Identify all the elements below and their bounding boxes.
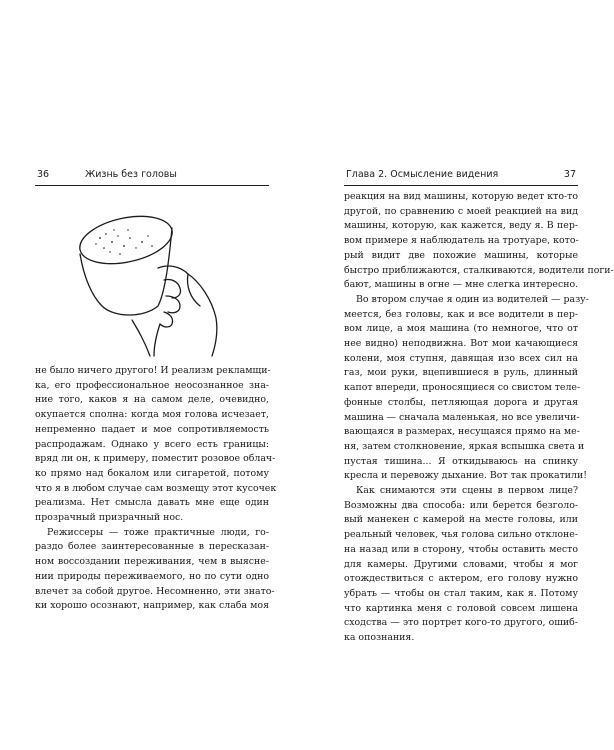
left-page-number: 36: [37, 169, 50, 180]
hand-holding-glass-icon: [40, 208, 230, 358]
text-line: вающаяся в размерах, несущаяся прямо на ме-: [344, 426, 580, 438]
text-line: машина — сначала маленькая, но все увеличи-: [344, 411, 580, 423]
text-line: раздо более заинтересованные в пересказан-: [35, 541, 269, 553]
text-line: реальный человек, чья голова сильно отклоне-: [344, 529, 579, 541]
text-line: кресла и перевожу дыхание. Вот так прокатили!: [344, 470, 587, 482]
text-line: Возможны два способа: или берется безголо-: [344, 499, 578, 511]
text-line: Как снимаются эти сцены в первом лице?: [356, 485, 578, 497]
text-line: убрать — чтобы он стал таким, как я. Потому: [344, 587, 578, 599]
text-line: меется, без головы, как и все водители в пер-: [344, 308, 578, 320]
text-line: ня, затем столкновение, яркая вспышка света и: [344, 440, 585, 452]
text-line: вом лице, а моя машина (то немногое, что от: [344, 323, 578, 335]
right-page-number: 37: [563, 169, 576, 180]
text-line: сходства — это портрет кого-то другого, ошиб-: [344, 617, 578, 629]
text-line: нее видно) неподвижна. Вот мои качающиеся: [344, 338, 578, 350]
text-line: отождествиться с актером, его голову нужно: [344, 573, 578, 585]
text-line: нии природы переживаемого, но по сути одно: [35, 570, 269, 582]
text-line: машины, которую, как кажется, веду я. В пер-: [344, 220, 578, 232]
text-line: фонные столбы, петляющая дорога и другая: [344, 396, 578, 408]
text-line: другой, по сравнению с моей реакцией на вид: [344, 205, 578, 217]
left-page-header: [35, 168, 269, 186]
text-line: быстро приближаются, сталкиваются, водители поги-: [344, 264, 614, 276]
text-line: на назад или в сторону, чтобы оставить место: [344, 543, 578, 555]
text-line: ко прямо над бокалом или сигаретой, потому: [35, 467, 269, 479]
text-line: газ, мои руки, вцепившиеся в руль, длинный: [344, 367, 578, 379]
text-line: что я в любом случае сам возмещу этот кусочек: [35, 482, 277, 494]
text-line: вряд ли он, к примеру, поместит розовое облач-: [35, 453, 276, 465]
text-line: капот впереди, проносящиеся со свистом теле-: [344, 382, 581, 394]
text-line: реализма. Нет смысла давать мне еще один: [35, 497, 269, 509]
text-line: окупается сполна: когда моя голова исчезает,: [35, 409, 269, 421]
text-line: бают, машины в огне — мне слегка интересно.: [344, 279, 579, 291]
text-line: ние того, каков я на самом деле, очевидно,: [35, 394, 269, 406]
right-page-header: [344, 168, 578, 186]
text-line: для камеры. Другими словами, чтобы я мог: [344, 558, 578, 570]
text-line: колени, моя ступня, давящая изо всех сил на: [344, 352, 578, 364]
left-page: [35, 168, 269, 186]
text-line: ном воссоздании переживания, чем в выясне-: [35, 556, 269, 568]
text-line: пустая тишина... Я откидываюсь на спинку: [344, 455, 578, 467]
text-line: реакция на вид машины, которую ведет кто-то: [344, 191, 578, 202]
text-line: влечет за собой другое. Несомненно, эти знато-: [35, 585, 275, 597]
left-running-title: Жизнь без головы: [85, 169, 177, 180]
right-page-text: [344, 190, 614, 646]
text-line: распродажам. Однако у всего есть границы:: [35, 438, 269, 450]
text-line: Во втором случае я один из водителей — разу-: [356, 293, 589, 305]
right-running-title: Глава 2. Осмысление видения: [346, 169, 499, 180]
text-line: ка, его профессиональное неосознанное зна-: [35, 379, 269, 391]
text-line: ка опознания.: [344, 632, 415, 644]
text-line: не было ничего другого! И реализм рекламщи-: [35, 365, 271, 376]
text-line: ки хорошо осознают, например, как слаба моя: [35, 600, 269, 612]
text-line: что картинка меня с головой совсем лишена: [344, 602, 578, 614]
left-page-text: [35, 364, 277, 614]
text-line: вом примере я наблюдатель на тротуаре, кото-: [344, 235, 579, 247]
text-line: прозрачный призрачный нос.: [35, 512, 184, 524]
right-page: [344, 168, 614, 646]
text-line: непременно падает и мое сопротивляемость: [35, 423, 269, 435]
text-line: вый манекен с камерой на месте головы, или: [344, 514, 578, 526]
text-line: рый видит две похожие машины, которые: [344, 249, 578, 261]
text-line: Режиссеры — тоже практичные люди, го-: [47, 526, 269, 538]
